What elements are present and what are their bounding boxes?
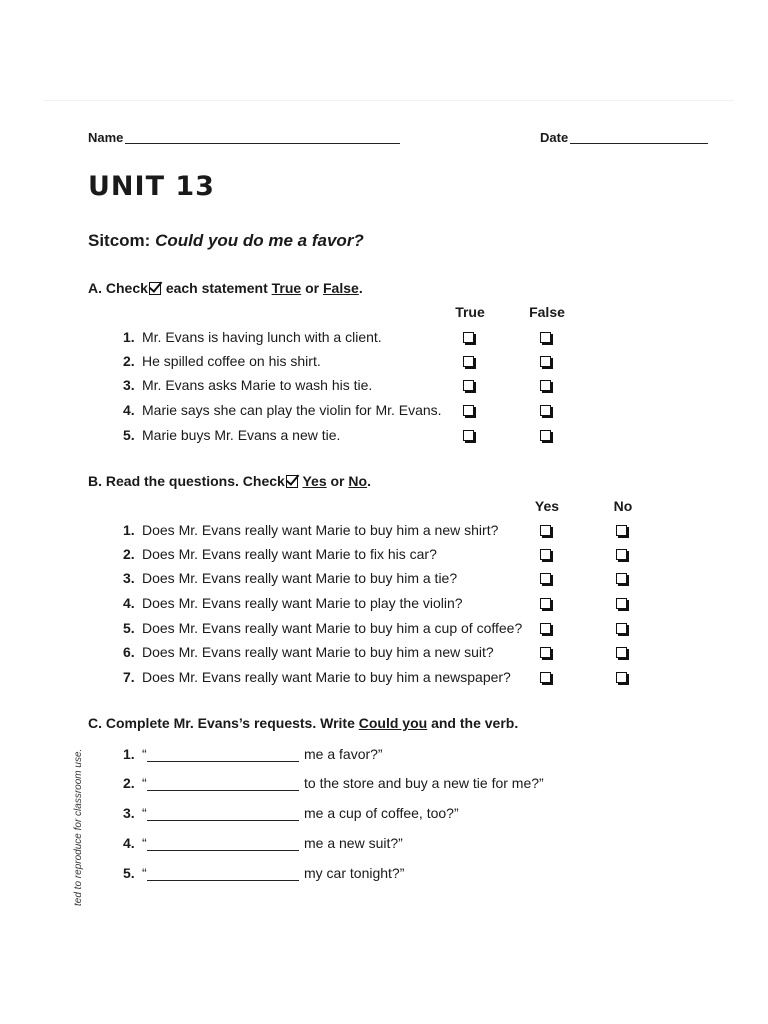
item-text: me a new suit?”	[304, 835, 403, 851]
section-a-option-false: False	[323, 280, 359, 296]
item-number: 2.	[123, 353, 135, 369]
item-number: 1.	[123, 746, 135, 762]
column-header-yes: Yes	[534, 498, 560, 514]
section-c-text-end: and the verb.	[431, 715, 519, 731]
item-number: 3.	[123, 805, 135, 821]
open-quote: “	[142, 805, 147, 821]
list-item	[123, 620, 522, 636]
section-a-option-true: True	[271, 280, 302, 296]
item-text: Does Mr. Evans really want Marie to play the violin?	[142, 595, 463, 611]
section-a-letter: A.	[88, 280, 102, 296]
item-number: 2.	[123, 775, 135, 791]
false-checkbox[interactable]	[540, 405, 551, 416]
open-quote: “	[142, 775, 147, 791]
item-text: Marie buys Mr. Evans a new tie.	[142, 427, 341, 443]
item-text: Does Mr. Evans really want Marie to buy him a cup of coffee?	[142, 620, 523, 636]
section-a-text: each statement	[165, 280, 268, 296]
item-text: Marie says she can play the violin for Mr. Evans.	[142, 402, 442, 418]
list-item	[123, 353, 321, 369]
section-b-period: .	[367, 473, 371, 489]
section-b-option-yes: Yes	[302, 473, 327, 489]
section-a-period: .	[358, 280, 363, 296]
item-text: Mr. Evans is having lunch with a client.	[142, 329, 382, 345]
list-item	[123, 644, 494, 660]
item-text: Does Mr. Evans really want Marie to buy him a new shirt?	[142, 522, 499, 538]
section-b-instruction	[88, 473, 371, 489]
open-quote: “	[142, 835, 147, 851]
open-quote: “	[142, 865, 147, 881]
checkmark-icon	[286, 475, 298, 488]
copyright-side-note: ted to reproduce for classroom use.	[73, 748, 84, 906]
item-number: 4.	[123, 835, 135, 851]
subtitle-prefix: Sitcom:	[88, 231, 151, 250]
page-title: UNIT 13	[88, 171, 215, 202]
yes-checkbox[interactable]	[540, 573, 551, 584]
column-header-true: True	[455, 304, 485, 320]
false-checkbox[interactable]	[540, 332, 551, 343]
section-a-check-word: Check	[105, 280, 148, 296]
section-b-text: Read the questions. Check	[105, 473, 285, 489]
no-checkbox[interactable]	[616, 549, 627, 560]
item-number: 1.	[123, 522, 135, 538]
list-item	[123, 570, 457, 586]
name-field[interactable]	[125, 143, 400, 144]
list-item	[123, 546, 437, 562]
section-a-or: or	[305, 280, 320, 296]
answer-blank[interactable]	[147, 850, 299, 851]
no-checkbox[interactable]	[616, 623, 627, 634]
no-checkbox[interactable]	[616, 573, 627, 584]
section-c-text: Complete Mr. Evans’s requests. Write	[105, 715, 355, 731]
yes-checkbox[interactable]	[540, 525, 551, 536]
yes-checkbox[interactable]	[540, 672, 551, 683]
item-number: 4.	[123, 402, 135, 418]
true-checkbox[interactable]	[463, 332, 474, 343]
item-number: 3.	[123, 377, 135, 393]
false-checkbox[interactable]	[540, 430, 551, 441]
list-item	[123, 329, 382, 345]
item-text: my car tonight?”	[304, 865, 405, 881]
name-label: Name	[88, 130, 124, 145]
date-field[interactable]	[570, 143, 708, 144]
list-item	[123, 669, 511, 685]
yes-checkbox[interactable]	[540, 623, 551, 634]
date-label: Date	[540, 130, 569, 145]
no-checkbox[interactable]	[616, 525, 627, 536]
section-b-or: or	[330, 473, 345, 489]
item-text: Does Mr. Evans really want Marie to buy him a newspaper?	[142, 669, 511, 685]
list-item	[123, 835, 147, 851]
item-number: 4.	[123, 595, 135, 611]
section-c-letter: C.	[88, 715, 102, 731]
list-item	[123, 522, 498, 538]
false-checkbox[interactable]	[540, 380, 551, 391]
yes-checkbox[interactable]	[540, 647, 551, 658]
answer-blank[interactable]	[147, 820, 299, 821]
item-number: 3.	[123, 570, 135, 586]
open-quote: “	[142, 746, 147, 762]
item-number: 1.	[123, 329, 135, 345]
yes-checkbox[interactable]	[540, 549, 551, 560]
false-checkbox[interactable]	[540, 356, 551, 367]
column-header-false: False	[529, 304, 565, 320]
list-item	[123, 746, 147, 762]
item-number: 2.	[123, 546, 135, 562]
yes-checkbox[interactable]	[540, 598, 551, 609]
section-b-option-no: No	[348, 473, 368, 489]
answer-blank[interactable]	[147, 880, 299, 881]
item-text: He spilled coffee on his shirt.	[142, 353, 321, 369]
true-checkbox[interactable]	[463, 405, 474, 416]
item-number: 5.	[123, 620, 135, 636]
list-item	[123, 805, 147, 821]
true-checkbox[interactable]	[463, 380, 474, 391]
section-c-instruction	[88, 715, 518, 731]
no-checkbox[interactable]	[616, 647, 627, 658]
true-checkbox[interactable]	[463, 356, 474, 367]
item-text: Does Mr. Evans really want Marie to buy him a tie?	[142, 570, 458, 586]
item-text: me a favor?”	[304, 746, 383, 762]
no-checkbox[interactable]	[616, 598, 627, 609]
subtitle-title: Could you do me a favor?	[155, 231, 364, 250]
list-item	[123, 402, 442, 418]
sitcom-subtitle	[88, 231, 364, 251]
item-number: 5.	[123, 427, 135, 443]
section-b-letter: B.	[88, 473, 102, 489]
list-item	[123, 427, 340, 443]
page-top-edge	[44, 100, 734, 101]
item-number: 6.	[123, 644, 135, 660]
item-number: 5.	[123, 865, 135, 881]
item-text: me a cup of coffee, too?”	[304, 805, 459, 821]
section-c-phrase: Could you	[358, 715, 428, 731]
column-header-no: No	[613, 498, 633, 514]
item-text: Mr. Evans asks Marie to wash his tie.	[142, 377, 373, 393]
list-item	[123, 865, 147, 881]
list-item	[123, 595, 463, 611]
section-a-instruction	[88, 280, 363, 296]
item-number: 7.	[123, 669, 135, 685]
no-checkbox[interactable]	[616, 672, 627, 683]
answer-blank[interactable]	[147, 761, 299, 762]
item-text: Does Mr. Evans really want Marie to fix his car?	[142, 546, 437, 562]
list-item	[123, 775, 147, 791]
item-text: to the store and buy a new tie for me?”	[304, 775, 544, 791]
answer-blank[interactable]	[147, 790, 299, 791]
item-text: Does Mr. Evans really want Marie to buy him a new suit?	[142, 644, 494, 660]
checkmark-icon	[149, 282, 161, 295]
list-item	[123, 377, 372, 393]
true-checkbox[interactable]	[463, 430, 474, 441]
